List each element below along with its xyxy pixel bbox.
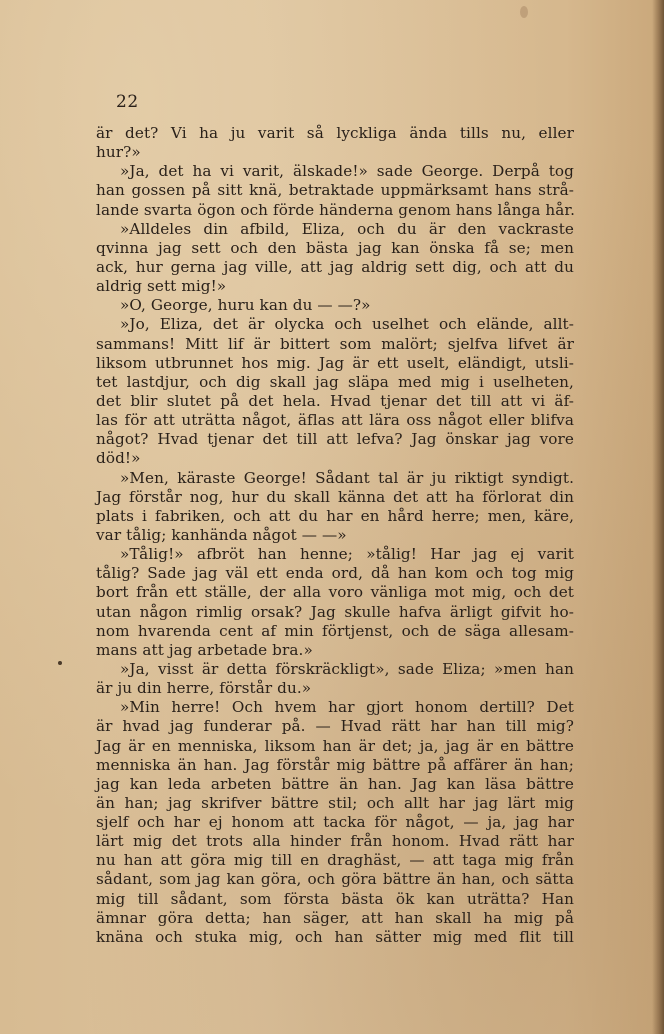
text-line: ack, hur gerna jag ville, att jag aldrig sett dig, och att du	[96, 257, 574, 276]
text-line: sammans! Mitt lif är bittert som malört; sjelfva lifvet är	[96, 334, 574, 353]
body-text	[96, 124, 574, 947]
text-line: mig till sådant, som första bästa ök kan uträtta? Han	[96, 889, 574, 908]
page-number: 22	[116, 92, 139, 112]
text-line: nu han att göra mig till en draghäst, — att taga mig från	[96, 851, 574, 870]
text-line: ämnar göra detta; han säger, att han skall ha mig på	[96, 908, 574, 927]
text-line: »Min herre! Och hvem har gjort honom dertill? Det	[120, 698, 574, 717]
margin-mark	[58, 661, 62, 665]
text-line: »Men, käraste George! Sådant tal är ju riktigt syndigt.	[120, 468, 574, 487]
text-line: var tålig; kanhända något — —»	[96, 525, 347, 544]
text-line: sådant, som jag kan göra, och göra bättre än han, och sätta	[96, 870, 574, 889]
text-line: »Ja, det ha vi varit, älskade!» sade George. Derpå tog	[120, 162, 574, 181]
paper-stain	[520, 6, 528, 18]
text-line: »Alldeles din afbild, Eliza, och du är den vackraste	[120, 219, 574, 238]
text-line: »Ja, visst är detta förskräckligt», sade Eliza; »men han	[120, 659, 574, 678]
text-line: »Jo, Eliza, det är olycka och uselhet och elände, allt-	[120, 315, 574, 334]
text-line: aldrig sett mig!»	[96, 277, 227, 296]
text-line: mans att jag arbetade bra.»	[96, 640, 313, 659]
text-line: lärt mig det trots alla hinder från honom. Hvad rätt har	[96, 832, 574, 851]
text-line: plats i fabriken, och att du har en hård herre; men, käre,	[96, 506, 574, 525]
text-line: död!»	[96, 449, 141, 468]
text-line: är ju din herre, förstår du.»	[96, 679, 312, 698]
text-line: tålig? Sade jag väl ett enda ord, då han kom och tog mig	[96, 564, 574, 583]
text-line: »O, George, huru kan du — —?»	[120, 296, 371, 315]
text-line: nom hvarenda cent af min förtjenst, och de säga allesam-	[96, 621, 574, 640]
text-line: sjelf och har ej honom att tacka för något, — ja, jag har	[96, 813, 574, 832]
text-line: jag kan leda arbeten bättre än han. Jag kan läsa bättre	[96, 774, 574, 793]
text-line: bort från ett ställe, der alla voro vänliga mot mig, och det	[96, 583, 574, 602]
text-line: det blir slutet på det hela. Hvad tjenar det till att vi äf-	[96, 391, 574, 410]
text-line: tet lastdjur, och dig skall jag släpa med mig i uselheten,	[96, 372, 574, 391]
text-line: är hvad jag funderar på. — Hvad rätt har han till mig?	[96, 717, 574, 736]
text-line: något? Hvad tjenar det till att lefva? Jag önskar jag vore	[96, 430, 574, 449]
text-line: las för att uträtta något, äflas att lära oss något eller blifva	[96, 411, 574, 430]
text-line: knäna och stuka mig, och han sätter mig med flit till	[96, 927, 574, 946]
text-line: liksom utbrunnet hos mig. Jag är ett uselt, eländigt, utsli-	[96, 353, 574, 372]
text-line: än han; jag skrifver bättre stil; och allt har jag lärt mig	[96, 793, 574, 812]
text-line: utan någon rimlig orsak? Jag skulle hafva ärligt gifvit ho-	[96, 602, 574, 621]
text-line: han gossen på sitt knä, betraktade uppmärksamt hans strå-	[96, 181, 574, 200]
page-edge-shadow	[652, 0, 664, 1034]
text-line: menniska än han. Jag förstår mig bättre på affärer än han;	[96, 755, 574, 774]
text-line: hur?»	[96, 143, 141, 162]
text-line: Jag är en menniska, liksom han är det; ja, jag är en bättre	[96, 736, 574, 755]
text-line: lande svarta ögon och förde händerna genom hans långa hår.	[96, 200, 576, 219]
text-line: Jag förstår nog, hur du skall känna det att ha förlorat din	[96, 487, 574, 506]
text-line: »Tålig!» afbröt han henne; »tålig! Har jag ej varit	[120, 545, 574, 564]
text-line: qvinna jag sett och den bästa jag kan önska få se; men	[96, 238, 574, 257]
text-line: är det? Vi ha ju varit så lyckliga ända tills nu, eller	[96, 124, 574, 142]
